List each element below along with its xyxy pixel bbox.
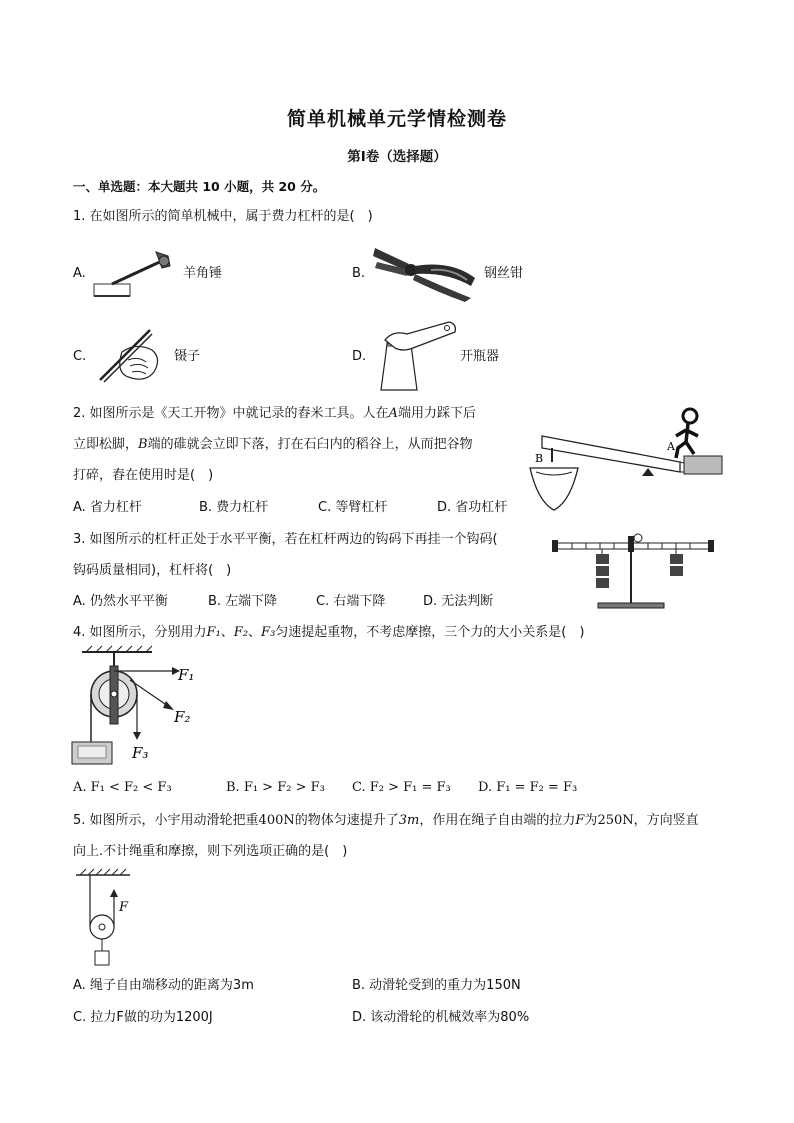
q5-height: 3m	[398, 813, 420, 828]
q2-line-1-text-end: 端用力踩下后	[397, 406, 476, 421]
q1-option-c-label: 镊子	[174, 349, 201, 364]
q4-separator: 、	[248, 625, 262, 640]
q4-separator: 、	[220, 625, 234, 640]
q3-option-d[interactable]: D. 无法判断	[423, 594, 494, 609]
q2-line-2-text-end: 端的碓就会立即下落，打在石臼内的稻谷上，从而把谷物	[147, 437, 473, 452]
q5-weight: 400N	[258, 813, 295, 828]
q2-line-2-text: 立即松脚，	[73, 437, 139, 452]
q2-option-b[interactable]: B. 费力杠杆	[199, 500, 269, 515]
fixed-pulley-figure	[72, 646, 212, 768]
paper-subtitle: 第Ⅰ卷（选择题）	[347, 149, 447, 165]
q1-option-a-letter[interactable]: A.	[73, 266, 86, 281]
rice-pounder-figure	[530, 402, 730, 514]
q5-line-1-text-4: 为	[584, 813, 598, 828]
pliers-figure	[371, 242, 483, 304]
tweezers-hand-figure	[92, 326, 168, 388]
q4-stem-text-end: 匀速提起重物，不考虑摩擦，三个力的大小关系是( )	[275, 625, 585, 640]
section-heading: 一、单选题：本大题共 10 小题，共 20 分。	[73, 179, 326, 194]
claw-hammer-figure	[92, 246, 182, 302]
q4-var-f2: F₂	[233, 625, 249, 640]
q1-option-b-letter[interactable]: B.	[352, 266, 366, 281]
q4-option-c[interactable]: C. F₂ > F₁ = F₃	[352, 780, 451, 795]
q2-line-1	[73, 405, 476, 423]
q2-option-d[interactable]: D. 省功杠杆	[437, 500, 508, 515]
q1-stem: 1. 在如图所示的简单机械中，属于费力杠杆的是( )	[73, 209, 373, 224]
q4-stem-text: 4. 如图所示，分别用力	[73, 625, 207, 640]
q5-option-c[interactable]: C. 拉力F做的功为1200J	[73, 1010, 213, 1025]
q3-line-2: 钩码质量相同)，杠杆将( )	[73, 563, 232, 578]
q5-line-1	[73, 812, 699, 830]
q2-option-a[interactable]: A. 省力杠杆	[73, 500, 142, 515]
q5-line-1-text: 5. 如图所示，小宇用动滑轮把重	[73, 813, 259, 828]
q3-option-c[interactable]: C. 右端下降	[316, 594, 386, 609]
q5-line-1-text-2: 的物体匀速提升了	[294, 813, 399, 828]
q3-option-a[interactable]: A. 仍然水平平衡	[73, 594, 168, 609]
q4-option-d[interactable]: D. F₁ = F₂ = F₃	[478, 780, 578, 795]
q2-line-3: 打碎，舂在使用时是( )	[73, 468, 214, 483]
q1-option-b-label: 钢丝钳	[484, 266, 524, 281]
q5-option-a[interactable]: A. 绳子自由端移动的距离为3m	[73, 978, 254, 993]
q4-option-b[interactable]: B. F₁ > F₂ > F₃	[226, 780, 325, 795]
q4-var-f1: F₁	[206, 625, 221, 640]
page-title: 简单机械单元学情检测卷	[286, 108, 507, 130]
q5-line-2: 向上.不计绳重和摩擦，则下列选项正确的是( )	[73, 844, 348, 859]
q2-line-2	[73, 436, 473, 454]
q2-var-a: A	[388, 406, 398, 421]
q5-option-b[interactable]: B. 动滑轮受到的重力为150N	[352, 978, 521, 993]
q4-option-a[interactable]: A. F₁ < F₂ < F₃	[73, 780, 172, 795]
q5-option-d[interactable]: D. 该动滑轮的机械效率为80%	[352, 1010, 530, 1025]
q1-option-a-label: 羊角锤	[183, 266, 223, 281]
fig-label-f1: F₁	[178, 666, 195, 684]
q2-option-c[interactable]: C. 等臂杠杆	[318, 500, 388, 515]
fig-label-f: F	[119, 900, 129, 915]
q2-line-1-text: 2. 如图所示是《天工开物》中就记录的舂米工具。人在	[73, 406, 389, 421]
q4-stem	[73, 624, 584, 642]
lever-balance-figure	[548, 530, 720, 612]
q2-var-b: B	[138, 437, 148, 452]
fig-label-f3: F₃	[132, 744, 149, 762]
q3-option-b[interactable]: B. 左端下降	[208, 594, 278, 609]
fig-label-b: B	[535, 452, 544, 465]
bottle-opener-figure	[373, 320, 459, 392]
q4-var-f3: F₃	[261, 625, 276, 640]
q5-force: 250N	[597, 813, 634, 828]
q5-force-var: F	[575, 813, 585, 828]
q5-line-1-text-5: ，方向竖直	[633, 813, 699, 828]
q1-option-c-letter[interactable]: C.	[73, 349, 87, 364]
q1-option-d-letter[interactable]: D.	[352, 349, 367, 364]
fig-label-a: A	[667, 440, 675, 453]
q1-option-d-label: 开瓶器	[460, 349, 500, 364]
q5-line-1-text-3: ，作用在绳子自由端的拉力	[419, 813, 576, 828]
movable-pulley-figure	[74, 869, 134, 969]
q3-line-1: 3. 如图所示的杠杆正处于水平平衡，若在杠杆两边的钩码下再挂一个钩码(	[73, 532, 498, 547]
fig-label-f2: F₂	[174, 708, 191, 726]
